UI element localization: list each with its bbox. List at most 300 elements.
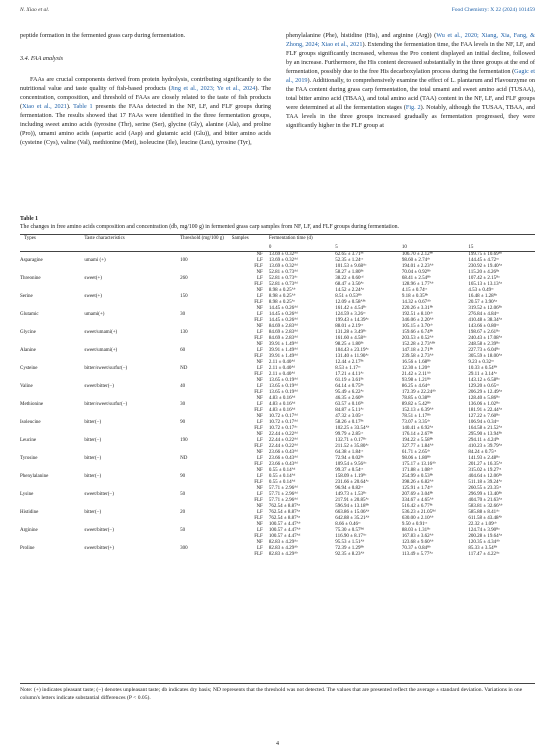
concentration-cell: 12.30 ± 1.20ᶜᵇ xyxy=(401,366,430,371)
concentration-cell: 583.81 ± 32.66ᴬᵇ xyxy=(468,504,503,509)
figure-reference-link[interactable]: Fig. 2 xyxy=(405,104,421,111)
concentration-cell: 39.91 ± 1.49ᴬᵈ xyxy=(268,342,298,347)
taste-characteristic: bitter(−) xyxy=(84,438,102,443)
amino-acid-name: Leucine xyxy=(20,438,37,443)
concentration-cell: 8.66 ± 0.46ᶜᶜ xyxy=(335,522,361,527)
concentration-cell: 198.67 ± 2.61ᴮᵃ xyxy=(468,330,500,335)
concentration-cell: 642.88 ± 35.21ᴬᵇ xyxy=(335,516,370,521)
concentration-cell: 4.83 ± 0.16ᴬᵈ xyxy=(268,402,296,407)
sample-group: NF xyxy=(256,342,263,347)
concentration-cell: 194.22 ± 5.58ᴮᵇ xyxy=(401,438,434,443)
concentration-cell: 57.71 ± 2.96ᴬᵈ xyxy=(268,492,298,497)
concentration-cell: 82.83 ± 4.29ᴬᵃ xyxy=(268,540,298,545)
taste-characteristic: bitter/sweet/surfur(−) xyxy=(84,402,128,407)
concentration-cell: 47.32 ± 3.05ᶜᶜ xyxy=(335,414,364,419)
sample-group: LF xyxy=(257,384,263,389)
concentration-cell: 64.14 ± 0.75ᴮᶜ xyxy=(335,384,364,389)
amino-acid-name: Isoleucine xyxy=(20,420,41,425)
concentration-cell: 0.55 ± 0.14ᴬᵈ xyxy=(268,474,296,479)
taste-characteristic: bitter(−) xyxy=(84,456,102,461)
sample-group: NF xyxy=(256,378,263,383)
concentration-cell: 100.57 ± 4.47ᴬᵇ xyxy=(268,522,301,527)
concentration-cell: 109.54 ± 9.56ᴬᶜ xyxy=(335,462,367,467)
concentration-cell: 240.43 ± 17.08ᴬᵃ xyxy=(468,336,503,341)
concentration-cell: 181.91 ± 22.44ᴬᵃ xyxy=(468,408,503,413)
taste-characteristic: sweet/bitter(−) xyxy=(84,492,114,497)
concentration-cell: 762.54 ± 8.87ᴬᵃ xyxy=(268,510,301,515)
taste-characteristic: bitter(−) xyxy=(84,510,102,515)
sample-group: FLF xyxy=(254,300,263,305)
threshold-value: 30 xyxy=(180,312,186,317)
taste-characteristic: sweet/bitter(−) xyxy=(84,384,114,389)
concentration-cell: 99.79 ± 2.85ᶜᶜ xyxy=(335,432,364,437)
sample-group: LF xyxy=(257,546,263,551)
sample-group: LF xyxy=(257,510,263,515)
concentration-cell: 92.35 ± 8.23ᴬᵇ xyxy=(335,552,365,557)
concentration-cell: 62.65 ± 3.71ᴮᶜ xyxy=(335,252,364,257)
concentration-cell: 296.99 ± 13.40ᴮᵃ xyxy=(468,492,502,497)
concentration-cell: 158.09 ± 1.19ᴮᶜ xyxy=(335,474,367,479)
concentration-cell: 98.06 ± 1.80ᴮᵇ xyxy=(401,456,431,461)
sample-group: FLF xyxy=(254,408,263,413)
concentration-cell: 16.56 ± 1.68ᴮᵇ xyxy=(401,360,431,365)
concentration-cell: 39.91 ± 1.49ᴬᵈ xyxy=(268,348,298,353)
sample-group: LF xyxy=(257,276,263,281)
concentration-cell: 199.75 ± 10.69ᴮᵃ xyxy=(468,252,502,257)
concentration-cell: 100.57 ± 4.47ᴬᵇ xyxy=(268,528,301,533)
sample-group: NF xyxy=(256,540,263,545)
concentration-cell: 127.22 ± 7.60ᴮᵃ xyxy=(468,414,500,419)
threshold-value: ND xyxy=(180,456,188,461)
concentration-cell: 194.01 ± 2.23ᴬᵇ xyxy=(401,264,434,269)
concentration-cell: 9.18 ± 0.35ᴮᵇ xyxy=(401,294,429,299)
amino-acid-name: Glutamic xyxy=(20,312,39,317)
concentration-cell: 334.67 ± 4.65ᴬᵇ xyxy=(401,498,434,503)
day-header: 15 xyxy=(468,245,535,252)
concentration-cell: 239.58 ± 2.73ᴬᵇ xyxy=(401,354,434,359)
amino-acid-name: Histidine xyxy=(20,510,39,515)
concentration-cell: 22.44 ± 0.22ᴬᵈ xyxy=(268,444,298,449)
amino-acid-name: Methionine xyxy=(20,402,44,407)
concentration-cell: 211.52 ± 35.80ᴬᶜ xyxy=(335,444,369,449)
concentration-cell: 8.98 ± 0.25ᴬᶜ xyxy=(268,300,295,305)
concentration-cell: 144.45 ± 4.72ᶜᵃ xyxy=(468,258,499,263)
threshold-value: 150 xyxy=(180,294,188,299)
concentration-cell: 171.88 ± 1.08ᶜᵇ xyxy=(401,468,433,473)
amino-acid-name: Lysine xyxy=(20,492,34,497)
sample-group: NF xyxy=(256,468,263,473)
concentration-cell: 96.94 ± 0.82ᶜᶜ xyxy=(335,486,364,491)
concentration-cell: 165.13 ± 13.13ᴬᵃ xyxy=(468,282,503,287)
concentration-cell: 61.19 ± 3.61ᴮᶜ xyxy=(335,378,364,383)
concentration-cell: 58.26 ± 0.17ᴮᶜ xyxy=(335,420,364,425)
concentration-cell: 61.71 ± 2.65ᶜᵇ xyxy=(401,450,430,455)
concentration-cell: 14.52 ± 2.24ᴬᵃ xyxy=(335,288,365,293)
concentration-cell: 75.30 ± 0.57ᴮᵈ xyxy=(335,528,365,533)
sample-group: NF xyxy=(256,306,263,311)
concentration-cell: 39.91 ± 1.49ᴬᵈ xyxy=(268,354,298,359)
concentration-cell: 159.66 ± 6.74ᴮᵇ xyxy=(401,330,434,335)
sample-group: FLF xyxy=(254,336,263,341)
sample-group: LF xyxy=(257,474,263,479)
sample-group: FLF xyxy=(254,462,263,467)
concentration-cell: 88.03 ± 1.31ᴮᶜ xyxy=(401,528,431,533)
col-header-taste: Taste characteristics xyxy=(84,236,125,241)
sample-group: FLF xyxy=(254,282,263,287)
concentration-cell: 0.55 ± 0.14ᴬᵈ xyxy=(268,468,296,473)
concentration-cell: 52.81 ± 0.73ᴬᶜ xyxy=(268,276,298,281)
concentration-cell: 70.37 ± 0.84ᴮᵇ xyxy=(401,546,431,551)
taste-characteristic: sweet/bitter(−) xyxy=(84,528,114,533)
taste-characteristic: umami(+) xyxy=(84,312,105,317)
taste-characteristic: sweet/bitter(+) xyxy=(84,546,114,551)
concentration-cell: 84.69 ± 2.83ᴬᵈ xyxy=(268,324,298,329)
concentration-cell: 404.64 ± 12.06ᴮᵃ xyxy=(468,474,502,479)
threshold-value: 100 xyxy=(180,258,188,263)
sample-group: NF xyxy=(256,486,263,491)
concentration-cell: 125.91 ± 1.74ᶜᵇ xyxy=(401,486,433,491)
concentration-cell: 120.35 ± 4.34ᴬᵇ xyxy=(468,540,500,545)
concentration-cell: 64.38 ± 1.84ᶜᶜ xyxy=(335,450,364,455)
table-caption xyxy=(20,215,540,231)
concentration-cell: 276.84 ± 4.84ᶜᵃ xyxy=(468,312,499,317)
concentration-cell: 17.21 ± 4.11ᴬᶜ xyxy=(335,372,364,377)
concentration-cell: 4.15 ± 0.74ᶜᶜ xyxy=(401,288,428,293)
amino-acid-name: Arginine xyxy=(20,528,38,533)
concentration-cell: 596.94 ± 13.18ᴮᵇ xyxy=(335,504,370,509)
concentration-cell: 68.41 ± 2.54ᴮᵇ xyxy=(401,276,431,281)
paragraph-peptide: peptide formation in the fermented grass carp during fermentation. xyxy=(20,32,186,39)
concentration-cell: 10.72 ± 0.17ᴬᵈ xyxy=(268,414,298,419)
sample-group: NF xyxy=(256,396,263,401)
paragraph-faa-continued: phenylalanine (Phe), histidine (His), and arginine (Arg)) (Wu et al., 2020; Xiang, Xia, Fang, & Zhong, 2024; Xiao et al., 2021). Extending the fermentation time, the FAA levels in the NF, LF, and FLF groups significantly increased, whereas the Pro content displayed an initial decline, followed by an increase. Furthermore, the His content decreased substantially in the three groups at the end of fermentation, possibly due to the free His decarboxylation process during the fermentation (Gagic et al., 2019). Additionally, to comprehensively examine the effect of L. plantarum and Flavourzyme on the FAA content during grass carp fermentation, the total umami and sweet amino acid (TUSAA), total bitter amino acid (TBAA), and total amino acid (TAA) content in the NF, LF, and FLF groups were determined at all the fermentation stages (Fig. 2). Notably, although the TUSAA, TBAA, and TAA levels in the three groups increased gradually as fermentation progressed, they were significantly higher in the FLF group at xyxy=(286,32,535,129)
sample-group: NF xyxy=(256,252,263,257)
concentration-cell: 4.53 ± 0.49ᶜᶜ xyxy=(468,288,494,293)
sample-group: FLF xyxy=(254,480,263,485)
concentration-cell: 13.65 ± 0.19ᴬᵈ xyxy=(268,384,298,389)
threshold-value: 50 xyxy=(180,528,186,533)
concentration-cell: 129.20 ± 0.65ᶜᵃ xyxy=(468,384,499,389)
concentration-cell: 136.06 ± 1.02ᴮᵃ xyxy=(468,402,500,407)
concentration-cell: 8.98 ± 0.25ᴬᵇ xyxy=(268,288,296,293)
col-header-samples: Samples xyxy=(231,236,249,241)
concentration-cell: 93.98 ± 1.21ᴮᵇ xyxy=(401,378,431,383)
concentration-cell: 13.69 ± 0.32ᴬᵈ xyxy=(268,252,298,257)
concentration-cell: 206.29 ± 12.49ᴬᵃ xyxy=(468,390,503,395)
day-header: 0 xyxy=(269,245,335,252)
concentration-cell: 70.04 ± 0.92ᴮᵇ xyxy=(401,270,431,275)
threshold-value xyxy=(180,552,232,558)
concentration-cell: 13.69 ± 0.32ᴬᵈ xyxy=(268,258,298,263)
running-header-authors: N. Xiao et al. xyxy=(20,7,50,13)
concentration-cell: 13.65 ± 0.19ᴬᵈ xyxy=(268,390,298,395)
concentration-cell: 57.71 ± 2.96ᴬᵈ xyxy=(268,486,298,491)
sample-group: NF xyxy=(256,270,263,275)
sample-group: FLF xyxy=(254,498,263,503)
taste-characteristic: umami (+) xyxy=(84,258,106,263)
concentration-cell: 113.49 ± 5.77ᴬᵃ xyxy=(401,552,433,557)
amino-acid-name: Phenylalanine xyxy=(20,474,49,479)
sample-group: LF xyxy=(257,402,263,407)
taste-characteristic: bitter(−) xyxy=(84,474,102,479)
concentration-cell: 52.81 ± 0.73ᴬᵈ xyxy=(268,270,298,275)
concentration-cell: 23.66 ± 0.43ᴬᵈ xyxy=(268,462,298,467)
concentration-cell: 78.85 ± 0.38ᴮᵇ xyxy=(401,396,431,401)
concentration-cell: 4.83 ± 0.16ᴬᵈ xyxy=(268,408,296,413)
concentration-cell: 14.45 ± 0.26ᴬᵈ xyxy=(268,306,298,311)
concentration-cell: 147.18 ± 2.71ᴮᵇ xyxy=(401,348,434,353)
concentration-cell: 78.51 ± 1.17ᴮᵇ xyxy=(401,414,431,419)
concentration-cell: 107.42 ± 2.15ᴮᵃ xyxy=(468,276,500,281)
citation-link[interactable]: Gagic et al., 2019 xyxy=(286,68,535,84)
concentration-cell: 106.94 ± 0.34ᶜᵃ xyxy=(468,420,499,425)
concentration-cell: 143.12 ± 6.58ᴮᵃ xyxy=(468,378,500,383)
paragraph-faa: FAAs are crucial components derived from protein hydrolysis, contributing significantly to the nutritional value and taste quality of fish-based products (Jing et al., 2023; Ye et al., 2024). The concentration, composition, and threshold of FAAs are closely related to the taste of fish products (Xiao et al., 2021). Table 1 presents the FAAs detected in the NF, LF, and FLF groups during fermentation. The results showed that 17 FAAs were identified in the three fermentation groups, including sweet amino acids (tyrosine (Thr), serine (Ser), glycine (Gly), alanine (Ala), and proline (Pro)), umami amino acids (aspartic acid (Asp) and glutamic acid (Glu)), and bitter amino acids (cysteine (Cys), valine (Val), methionine (Met), isoleucine (Ile), leucine (Leu), tyrosine (Tyr), xyxy=(20,76,271,146)
concentration-cell: 14.45 ± 0.26ᴬᵈ xyxy=(268,318,298,323)
amino-acid-name xyxy=(20,552,84,558)
concentration-cell: 82.83 ± 4.29ᴬᵇ xyxy=(268,552,298,557)
concentration-cell: 10.33 ± 0.54ᴮᵇ xyxy=(468,366,498,371)
amino-acid-name: Valine xyxy=(20,384,33,389)
concentration-cell: 192.51 ± 8.10ᶜᵇ xyxy=(401,312,433,317)
threshold-value: 90 xyxy=(180,474,186,479)
concentration-cell: 9.50 ± 0.91ᶜᶜ xyxy=(401,522,428,527)
day-header: 5 xyxy=(335,245,402,252)
threshold-value: 190 xyxy=(180,438,188,443)
concentration-cell: 199.43 ± 14.39ᴬᶜ xyxy=(335,318,369,323)
running-header-journal: Food Chemistry: X 22 (2024) 101459 xyxy=(451,7,535,13)
concentration-cell: 611.58 ± 43.48ᴬᵇ xyxy=(468,516,503,521)
concentration-cell: 536.23 ± 21.05ᴮᵈ xyxy=(401,510,436,515)
concentration-cell: 84.69 ± 2.83ᴬᵈ xyxy=(268,336,298,341)
concentration-cell: 131.40 ± 11.90ᴬᶜ xyxy=(335,354,369,359)
concentration-cell: 131.28 ± 3.49ᴮᶜ xyxy=(335,330,367,335)
concentration-cell: 23.66 ± 0.43ᴬᵈ xyxy=(268,450,298,455)
sample-group: NF xyxy=(256,324,263,329)
concentration-cell: 95.53 ± 1.51ᴬᵇ xyxy=(335,540,365,545)
concentration-cell: 13.69 ± 0.32ᴬᵈ xyxy=(268,264,298,269)
concentration-cell: 295.90 ± 13.94ᴮᵃ xyxy=(468,432,502,437)
concentration-cell: 21.42 ± 2.11ᴬᵇ xyxy=(401,372,431,377)
sample-group: NF xyxy=(256,522,263,527)
concentration-cell: 315.02 ± 19.27ᶜᵃ xyxy=(468,468,502,473)
citation-link[interactable]: Xiao et al., 2021 xyxy=(22,103,67,110)
table-caption-text: The changes in free amino acids composition and concentration (db, mg/100 g) in fermented grass carp samples from NF, LF, and FLF groups during fermentation. xyxy=(20,224,399,230)
threshold-value: ND xyxy=(180,366,188,371)
concentration-cell: 52.35 ± 1.24ᶜᶜ xyxy=(335,258,364,263)
concentration-cell: 95.49 ± 6.22ᴬᶜ xyxy=(335,390,364,395)
concentration-cell: 106.70 ± 2.12ᴮᵇ xyxy=(401,252,434,257)
concentration-cell: 105.15 ± 3.70ᶜᵇ xyxy=(401,324,433,329)
concentration-cell: 52.81 ± 0.73ᴬᵈ xyxy=(268,282,298,287)
concentration-cell: 152.28 ± 2.73ᴬᴮᵇ xyxy=(401,342,436,347)
concentration-cell: 231.66 ± 20.64ᴬᶜ xyxy=(335,480,369,485)
concentration-cell: 10.72 ± 0.17ᴬᶜ xyxy=(268,426,298,431)
concentration-cell: 327.77 ± 1.84ᴬᵇ xyxy=(401,444,434,449)
sample-group: FLF xyxy=(254,390,263,395)
concentration-cell: 13.65 ± 0.19ᴬᵈ xyxy=(268,378,298,383)
concentration-cell: 29.11 ± 3.14ᴬᵃ xyxy=(468,372,497,377)
concentration-cell: 260.55 ± 23.35ᶜᵃ xyxy=(468,486,502,491)
concentration-cell: 227.73 ± 6.04ᴮᵃ xyxy=(468,348,500,353)
concentration-cell: 164.58 ± 21.52ᴬᵃ xyxy=(468,426,503,431)
concentration-cell: 4.83 ± 0.16ᴬᵈ xyxy=(268,396,296,401)
table-row xyxy=(20,552,535,558)
concentration-cell: 38.22 ± 0.60ᶜᵈ xyxy=(335,276,364,281)
concentration-cell: 248.58 ± 2.39ᴮᵃ xyxy=(468,342,500,347)
concentration-cell: 762.54 ± 8.87ᴬᵃ xyxy=(268,504,301,509)
taste-characteristic: bitter/sweet/surfur(−) xyxy=(84,366,128,371)
concentration-cell: 2.11 ± 0.40ᴬᵈ xyxy=(268,366,296,371)
sample-group: FLF xyxy=(254,318,263,323)
concentration-cell: 220.26 ± 3.31ᴮᵇ xyxy=(401,306,434,311)
concentration-cell: 630.00 ± 2.10ᴬᵇ xyxy=(401,516,434,521)
concentration-cell: 132.71 ± 0.17ᴮᶜ xyxy=(335,438,367,443)
section-heading: 3.4. FAA analysis xyxy=(20,55,64,62)
concentration-cell: 89.82 ± 5.42ᴮᵇ xyxy=(401,402,431,407)
concentration-cell: 141.93 ± 2.48ᴮᵃ xyxy=(468,456,500,461)
concentration-cell: 98.25 ± 1.80ᴮᶜ xyxy=(335,342,364,347)
sample-group: NF xyxy=(256,504,263,509)
concentration-cell: 73.07 ± 3.35ᶜᵇ xyxy=(401,420,430,425)
concentration-cell: 305.59 ± 18.00ᴬᵃ xyxy=(468,354,503,359)
threshold-value: 130 xyxy=(180,330,188,335)
sample-group: NF xyxy=(256,414,263,419)
concentration-cell: 2.11 ± 0.40ᴬᵈ xyxy=(268,372,296,377)
taste-characteristic: bitter(−) xyxy=(84,420,102,425)
sample-group: FLF xyxy=(254,552,263,557)
concentration-cell: 104.43 ± 23.19ᴬᶜ xyxy=(335,348,369,353)
faa-table xyxy=(20,236,535,558)
sample-group: LF xyxy=(257,366,263,371)
day-header: 10 xyxy=(402,245,469,252)
concentration-cell: 14.32 ± 0.67ᴬᵇ xyxy=(401,300,431,305)
concentration-cell: 102.25 ± 33.54ᴬᵇ xyxy=(335,426,370,431)
concentration-cell: 663.86 ± 15.06ᴬᵇ xyxy=(335,510,370,515)
concentration-cell: 410.48 ± 38.34ᴬᵃ xyxy=(468,318,503,323)
sample-group: NF xyxy=(256,360,263,365)
table-top-rule xyxy=(20,234,535,235)
threshold-value: 30 xyxy=(180,402,186,407)
table-reference-link[interactable]: Table 1 xyxy=(73,103,93,110)
threshold-value: 300 xyxy=(180,546,188,551)
concentration-cell: 14.45 ± 0.26ᴬᵈ xyxy=(268,312,298,317)
concentration-cell: 115.20 ± 4.26ᴮᵃ xyxy=(468,270,500,275)
concentration-cell: 12.44 ± 2.17ᴮᶜ xyxy=(335,360,364,365)
citation-link[interactable]: Wu et al., 2020; Xiang, Xia, Fang, & Zhong, 2024; Xiao et al., 2021 xyxy=(286,32,535,48)
concentration-cell: 124.59 ± 3.26ᶜᶜ xyxy=(335,312,366,317)
sample-group: LF xyxy=(257,420,263,425)
threshold-value: 260 xyxy=(180,276,188,281)
table-bottom-rule xyxy=(20,683,535,684)
concentration-cell: 143.66 ± 0.80ᶜᵃ xyxy=(468,324,499,329)
taste-characteristic xyxy=(84,552,180,558)
concentration-cell: 217.91 ± 20.85ᴬᶜ xyxy=(335,498,369,503)
sample-group: LF xyxy=(257,330,263,335)
sample-group: LF xyxy=(257,348,263,353)
concentration-cell: 161.42 ± 4.54ᴮᶜ xyxy=(335,306,367,311)
concentration-cell: 10.72 ± 0.17ᴬᵈ xyxy=(268,420,298,425)
col-header-time: Fermentation time (d) xyxy=(268,236,313,241)
concentration-cell: 152.13 ± 6.39ᴬᵇ xyxy=(401,408,434,413)
concentration-cell: 9.23 ± 0.32ᶜᵃ xyxy=(468,360,494,365)
amino-acid-name: Proline xyxy=(20,546,35,551)
concentration-cell: 82.83 ± 4.29ᴬᵇ xyxy=(268,546,298,551)
concentration-cell: 167.83 ± 3.62ᴬᵇ xyxy=(401,534,434,539)
concentration-cell: 22.44 ± 0.22ᴬᵈ xyxy=(268,438,298,443)
concentration-cell: 101.53 ± 9.68ᴬᶜ xyxy=(335,264,367,269)
amino-acid-name: Glycine xyxy=(20,330,36,335)
concentration-cell: 319.52 ± 12.06ᴮᵃ xyxy=(468,306,502,311)
amino-acid-name: Asparagine xyxy=(20,258,43,263)
table-note: Note: (+) indicates pleasant taste; (−) denotes unpleasant taste; db indicates dry basis; ND represents that the threshold was not detected. The values that are presented reflect the average ± standard deviation. Variations in one column's letters indicate substantial differences (P < 0.05). xyxy=(20,687,523,701)
concentration-cell: 201.27 ± 16.35ᴬᵃ xyxy=(468,462,503,467)
concentration-cell: 123.68 ± 9.60ᴬᵇ xyxy=(401,540,434,545)
sample-group: LF xyxy=(257,438,263,443)
concentration-cell: 8.51 ± 0.53ᴮᵇ xyxy=(335,294,362,299)
sample-group: LF xyxy=(257,312,263,317)
amino-acid-name: Threonine xyxy=(20,276,41,281)
sample-group: LF xyxy=(257,492,263,497)
concentration-cell: 516.42 ± 6.77ᴮᶜ xyxy=(401,504,433,509)
concentration-cell: 149.73 ± 1.53ᴮᶜ xyxy=(335,492,367,497)
amino-acid-name: Alanine xyxy=(20,348,36,353)
concentration-cell: 8.98 ± 0.25ᴬᵇ xyxy=(268,294,296,299)
concentration-cell: 294.11 ± 4.24ᴮᵃ xyxy=(468,438,500,443)
concentration-cell: 172.39 ± 22.24ᴬᵇ xyxy=(401,390,436,395)
sample-group: LF xyxy=(257,528,263,533)
concentration-cell: 84.87 ± 5.11ᴬᶜ xyxy=(335,408,364,413)
amino-acid-name: Serine xyxy=(20,294,33,299)
amino-acid-name: Tyrosine xyxy=(20,456,38,461)
concentration-cell: 207.69 ± 3.04ᴮᵇ xyxy=(401,492,434,497)
table-label: Table 1 xyxy=(20,216,38,222)
concentration-cell: 16.48 ± 1.28ᴮᵃ xyxy=(468,294,497,299)
taste-characteristic: sweet(+) xyxy=(84,276,102,281)
concentration-cell: 762.54 ± 8.87ᴬᵃ xyxy=(268,516,301,521)
sample-group: FLF xyxy=(254,354,263,359)
concentration-cell: 124.74 ± 3.90ᴮᵃ xyxy=(468,528,500,533)
threshold-value: 40 xyxy=(180,384,186,389)
threshold-value: 50 xyxy=(180,492,186,497)
concentration-cell: 22.32 ± 1.09ᶜᵇ xyxy=(468,522,497,527)
concentration-cell: 116.90 ± 8.17ᴬᶜ xyxy=(335,534,367,539)
sample-group: NF xyxy=(256,288,263,293)
concentration-cell: 176.14 ± 2.67ᴮᵇ xyxy=(401,432,434,437)
col-header-threshold: Threshold (mg/100 g) xyxy=(180,236,224,241)
citation-link[interactable]: Jing et al., 2023; Ye et al., 2024 xyxy=(170,85,256,92)
concentration-cell: 2.11 ± 0.40ᴬᵈ xyxy=(268,360,296,365)
amino-acid-name: Cysteine xyxy=(20,366,38,371)
sample-group: NF xyxy=(256,450,263,455)
sample-group: NF xyxy=(256,432,263,437)
concentration-cell: 175.17 ± 13.16ᴬᵇ xyxy=(401,462,436,467)
sample-group: FLF xyxy=(254,534,263,539)
concentration-cell: 72.39 ± 1.29ᴮᵇ xyxy=(335,546,365,551)
concentration-cell: 63.57 ± 0.16ᴮᶜ xyxy=(335,402,364,407)
concentration-cell: 8.53 ± 1.17ᶜᶜ xyxy=(335,366,361,371)
concentration-cell: 404.70 ± 21.63ᴬᵃ xyxy=(468,498,503,503)
concentration-cell: 200.28 ± 19.64ᴬᵃ xyxy=(468,534,503,539)
sample-group: FLF xyxy=(254,516,263,521)
concentration-cell: 100.57 ± 4.47ᴬᵈ xyxy=(268,534,301,539)
concentration-cell: 99.37 ± 0.54ᶜᶜ xyxy=(335,468,364,473)
concentration-cell: 23.66 ± 0.43ᴬᵈ xyxy=(268,456,298,461)
taste-characteristic: sweet(+) xyxy=(84,294,102,299)
concentration-cell: 585.88 ± 8.41ᴬᶜ xyxy=(468,510,500,515)
taste-characteristic: sweet/umami(+) xyxy=(84,348,118,353)
concentration-cell: 85.33 ± 3.54ᴮᵇ xyxy=(468,546,498,551)
